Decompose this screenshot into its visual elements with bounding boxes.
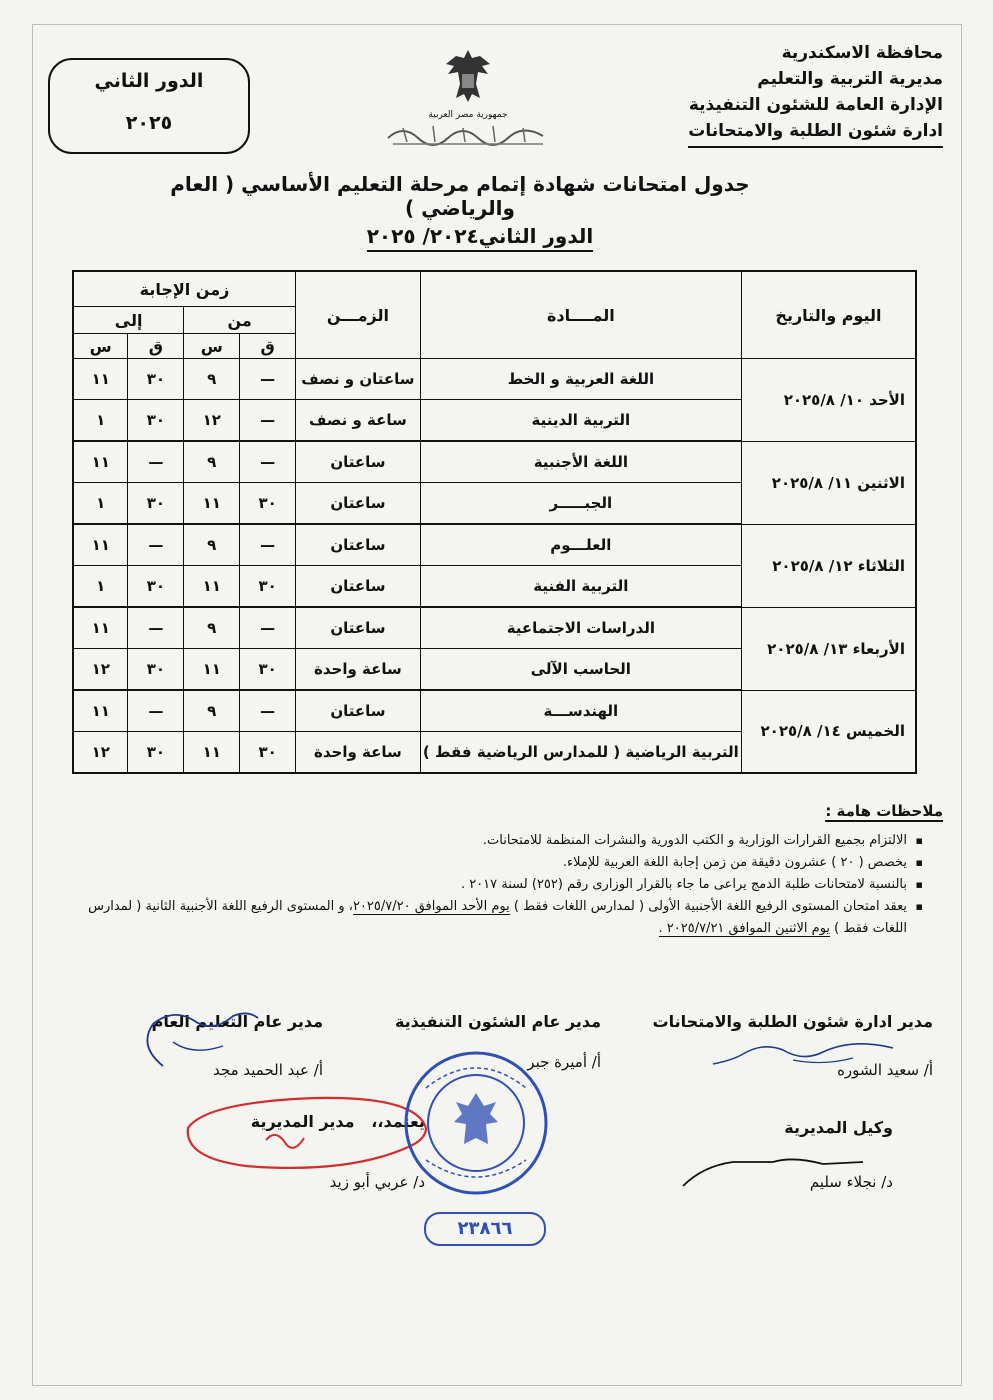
governorate: محافظة الاسكندرية [781, 43, 943, 63]
signature-title: وكيل المديرية [784, 1118, 893, 1137]
day-cell: الأربعاء ١٣/ ٢٠٢٥/٨ [741, 607, 916, 690]
header-from: من [184, 307, 296, 334]
from-hour-cell: ٩ [184, 441, 240, 483]
authority-block [613, 40, 943, 148]
signature-name: أ/ سعيد الشوره [837, 1061, 933, 1079]
session-box [48, 58, 250, 154]
signature-title: مدير عام الشئون التنفيذية [394, 1012, 601, 1031]
handwritten-signature [673, 1140, 873, 1190]
emblem-caption: جمهورية مصر العربية [428, 110, 508, 120]
subject-cell: اللغة العربية و الخط [420, 359, 741, 400]
eagle-emblem [378, 44, 558, 144]
subject-cell: التربية الرياضية ( للمدارس الرياضية فقط ) [420, 732, 741, 774]
to-hour-cell: ١١ [73, 359, 128, 400]
header-to-q: ق [128, 334, 184, 359]
note-date-1: يوم الأحد الموافق ٢٠٢٥/٧/٢٠ [352, 899, 510, 914]
header-to: إلى [73, 307, 184, 334]
note-text: ، و المستوى الرفيع اللغة الأجنبية الثانية ( لمدارس اللغات فقط ) [88, 899, 907, 936]
subject-cell: الدراسات الاجتماعية [420, 607, 741, 649]
day-cell: الاثنين ١١/ ٢٠٢٥/٨ [741, 441, 916, 524]
from-hour-cell: ١٢ [184, 400, 240, 442]
exam-schedule-table [72, 270, 917, 774]
subject-cell: التربية الفنية [420, 566, 741, 608]
table-row [73, 359, 916, 400]
note-item: ▪ بالنسبة لامتحانات طلبة الدمج يراعى ما جاء بالقرار الوزارى رقم (٢٥٢) لسنة ٢٠١٧ . [63, 874, 923, 896]
official-stamp [396, 1048, 556, 1198]
from-minute-cell: — [240, 607, 296, 649]
document-subtitle [340, 224, 620, 248]
from-minute-cell: ٣٠ [240, 483, 296, 525]
subtitle-text: الدور الثاني٢٠٢٤/ ٢٠٢٥ [367, 224, 594, 252]
day-cell: الخميس ١٤/ ٢٠٢٥/٨ [741, 690, 916, 773]
header-answer-time: زمن الإجابة [73, 271, 296, 307]
to-minute-cell: ٣٠ [128, 359, 184, 400]
subject-cell: التربية الدينية [420, 400, 741, 442]
duration-cell: ساعتان و نصف [296, 359, 421, 400]
subject-cell: العلـــوم [420, 524, 741, 566]
header-to-s: س [73, 334, 128, 359]
header-from-s: س [184, 334, 240, 359]
to-minute-cell: — [128, 524, 184, 566]
from-minute-cell: — [240, 359, 296, 400]
to-minute-cell: — [128, 690, 184, 732]
duration-cell: ساعتان [296, 566, 421, 608]
table-row [73, 441, 916, 483]
stamp-number: ٢٣٨٦٦ [424, 1212, 546, 1246]
to-minute-cell: ٣٠ [128, 566, 184, 608]
session-year: ٢٠٢٥ [125, 112, 173, 134]
header-duration: الزمـــن [296, 271, 421, 359]
day-cell: الأحد ١٠/ ٢٠٢٥/٨ [741, 359, 916, 442]
day-cell: الثلاثاء ١٢/ ٢٠٢٥/٨ [741, 524, 916, 607]
to-hour-cell: ١١ [73, 441, 128, 483]
from-minute-cell: ٣٠ [240, 732, 296, 774]
duration-cell: ساعة و نصف [296, 400, 421, 442]
from-minute-cell: — [240, 690, 296, 732]
from-minute-cell: — [240, 524, 296, 566]
signature-deputy [693, 1118, 893, 1191]
to-hour-cell: ١٢ [73, 649, 128, 691]
signature-name: أ/ أميرة جبر [527, 1053, 601, 1071]
from-hour-cell: ٩ [184, 359, 240, 400]
notes-title: ملاحظات هامة : [825, 802, 943, 820]
signature-title: مدير ادارة شئون الطلبة والامتحانات [652, 1012, 933, 1031]
signature-students-exams [633, 1012, 933, 1079]
to-minute-cell: ٣٠ [128, 732, 184, 774]
note-item [63, 896, 923, 940]
handwritten-signature [133, 1006, 263, 1076]
note-text: يعقد امتحان المستوى الرفيع اللغة الأجنبية الأولى ( لمدارس اللغات فقط ) [509, 899, 907, 914]
from-minute-cell: — [240, 400, 296, 442]
subject-cell: الجبـــــر [420, 483, 741, 525]
director-title: مدير المديرية [250, 1112, 355, 1131]
duration-cell: ساعتان [296, 483, 421, 525]
from-hour-cell: ٩ [184, 524, 240, 566]
to-hour-cell: ١ [73, 400, 128, 442]
table-row [73, 524, 916, 566]
to-minute-cell: — [128, 607, 184, 649]
document-title: جدول امتحانات شهادة إتمام مرحلة التعليم الأساسي ( العام والرياضي ) [170, 172, 750, 220]
duration-cell: ساعة واحدة [296, 732, 421, 774]
to-minute-cell: — [128, 441, 184, 483]
from-hour-cell: ١١ [184, 732, 240, 774]
to-hour-cell: ١١ [73, 690, 128, 732]
notes-list [63, 830, 923, 940]
signature-general-education [83, 1012, 323, 1079]
duration-cell: ساعتان [296, 524, 421, 566]
from-hour-cell: ١١ [184, 483, 240, 525]
table-row [73, 690, 916, 732]
note-item: ▪ الالتزام بجميع القرارات الوزارية و الكتب الدورية والنشرات المنظمة للامتحانات. [63, 830, 923, 852]
department: ادارة شئون الطلبة والامتحانات [688, 118, 943, 148]
to-hour-cell: ١٢ [73, 732, 128, 774]
duration-cell: ساعة واحدة [296, 649, 421, 691]
signature-name: أ/ عبد الحميد مجد [213, 1061, 323, 1079]
note-date-2: يوم الاثنين الموافق ٢٠٢٥/٧/٢١ . [658, 921, 831, 936]
to-hour-cell: ١ [73, 483, 128, 525]
note-item: ▪ يخصص ( ٢٠ ) عشرون دقيقة من زمن إجابة اللغة العربية للإملاء. [63, 852, 923, 874]
from-minute-cell: ٣٠ [240, 566, 296, 608]
signature-name: د/ نجلاء سليم [809, 1173, 893, 1191]
signature-name: د/ عربي أبو زيد [329, 1173, 425, 1191]
duration-cell: ساعتان [296, 607, 421, 649]
from-hour-cell: ٩ [184, 607, 240, 649]
approve-label: يعتمد،، [371, 1112, 425, 1131]
session-label: الدور الثاني [94, 70, 204, 92]
directorate: مديرية التربية والتعليم [757, 69, 943, 89]
header-day-date: اليوم والتاريخ [741, 271, 916, 359]
from-hour-cell: ٩ [184, 690, 240, 732]
subject-cell: الهندســـة [420, 690, 741, 732]
to-minute-cell: ٣٠ [128, 483, 184, 525]
administration: الإدارة العامة للشئون التنفيذية [688, 95, 943, 115]
eagle-icon [438, 44, 498, 108]
subject-cell: الحاسب الآلى [420, 649, 741, 691]
header-from-q: ق [240, 334, 296, 359]
to-hour-cell: ١١ [73, 607, 128, 649]
header-subject: المــــادة [420, 271, 741, 359]
from-hour-cell: ١١ [184, 566, 240, 608]
to-minute-cell: ٣٠ [128, 400, 184, 442]
from-minute-cell: ٣٠ [240, 649, 296, 691]
from-minute-cell: — [240, 441, 296, 483]
to-minute-cell: ٣٠ [128, 649, 184, 691]
handwritten-signature [703, 1034, 903, 1074]
table-row [73, 607, 916, 649]
signature-title: مدير عام التعليم العام [151, 1012, 323, 1031]
to-hour-cell: ١١ [73, 524, 128, 566]
duration-cell: ساعتان [296, 690, 421, 732]
from-hour-cell: ١١ [184, 649, 240, 691]
duration-cell: ساعتان [296, 441, 421, 483]
subject-cell: اللغة الأجنبية [420, 441, 741, 483]
calligraphy-logo [383, 120, 553, 150]
to-hour-cell: ١ [73, 566, 128, 608]
